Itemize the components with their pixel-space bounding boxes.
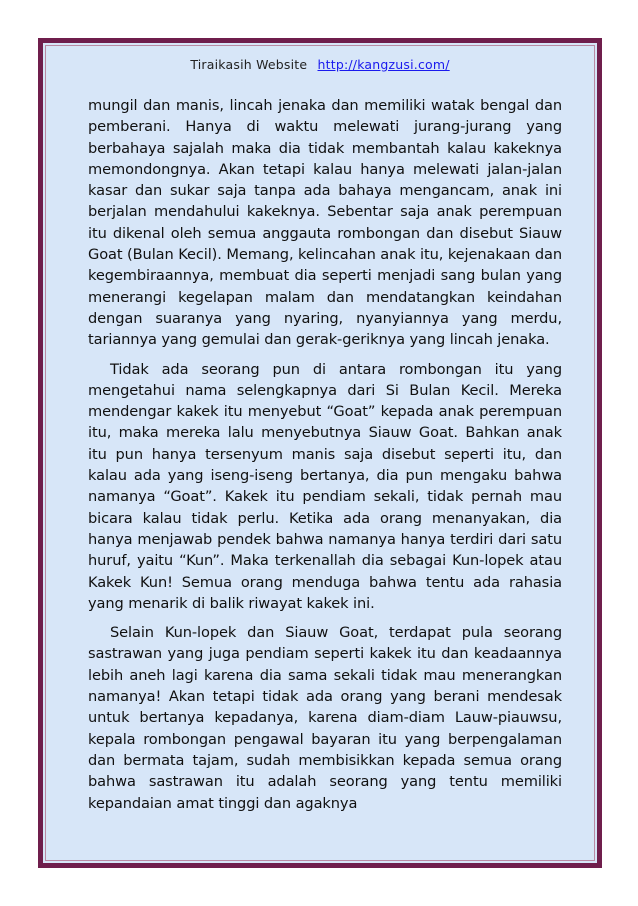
website-link[interactable]: http://kangzusi.com/ (317, 57, 450, 72)
paragraph-sastrawan: Selain Kun-lopek dan Siauw Goat, terdapat pula seorang sastrawan yang juga pendiam seperti kakek itu dan keadaannya lebih aneh lagi karena dia sama sekali tidak mau menerangkan namanya! Akan tetapi tidak ada orang yang berani mendesak untuk bertanya kepadanya, karena diam-diam Lauw-piauwsu, kepala rombongan pengawal bayaran itu yang berpengalaman dan bermata tajam, sudah membisikkan kepada semua orang bahwa sastrawan itu adalah seorang yang tentu memiliki kepandaian amat tinggi dan agaknya (88, 624, 562, 812)
paragraph-goat-name: Tidak ada seorang pun di antara rombongan itu yang mengetahui nama selengkapnya dari Si Bulan Kecil. Mereka mendengar kakek itu menyebut “Goat” kepada anak perempuan itu, maka mereka lalu menyebutnya Siauw Goat. Bahkan anak itu pun hanya tersenyum manis saja disebut seperti itu, dan kalau ada yang iseng-iseng bertanya, dia pun mengaku bahwa namanya “Goat”. Kakek itu pendiam sekali, tidak pernah mau bicara kalau tidak perlu. Ketika ada orang menanyakan, dia hanya menjawab pendek bahwa namanya hanya terdiri dari satu huruf, yaitu “Kun”. Maka terkenallah dia sebagai Kun-lopek atau Kakek Kun! Semua orang menduga bahwa tentu ada rahasia yang menarik di balik riwayat kakek ini. (88, 360, 562, 612)
site-name: Tiraikasih Website (190, 57, 308, 72)
page-header (43, 57, 597, 72)
page-frame (38, 38, 602, 868)
paragraph-continued: mungil dan manis, lincah jenaka dan memiliki watak bengal dan pemberani. Hanya di waktu melewati jurang-jurang yang berbahaya sajalah maka dia tidak membantah kalau kakeknya memondongnya. Akan tetapi kalau hanya melewati jalan-jalan kasar dan sukar saja tanpa ada bahaya mengancam, anak ini berjalan mendahului kakeknya. Sebentar saja anak perempuan itu dikenal oleh semua anggauta rombongan dan disebut Siauw Goat (Bulan Kecil). Memang, kelincahan anak itu, kejenakaan dan kegembiraannya, membuat dia seperti menjadi sang bulan yang menerangi kegelapan malam dan mendatangkan keindahan dengan suaranya yang nyaring, nyanyiannya yang merdu, tariannya yang gemulai dan gerak-geriknya yang lincah jenaka. (88, 97, 562, 349)
story-text (88, 95, 562, 822)
